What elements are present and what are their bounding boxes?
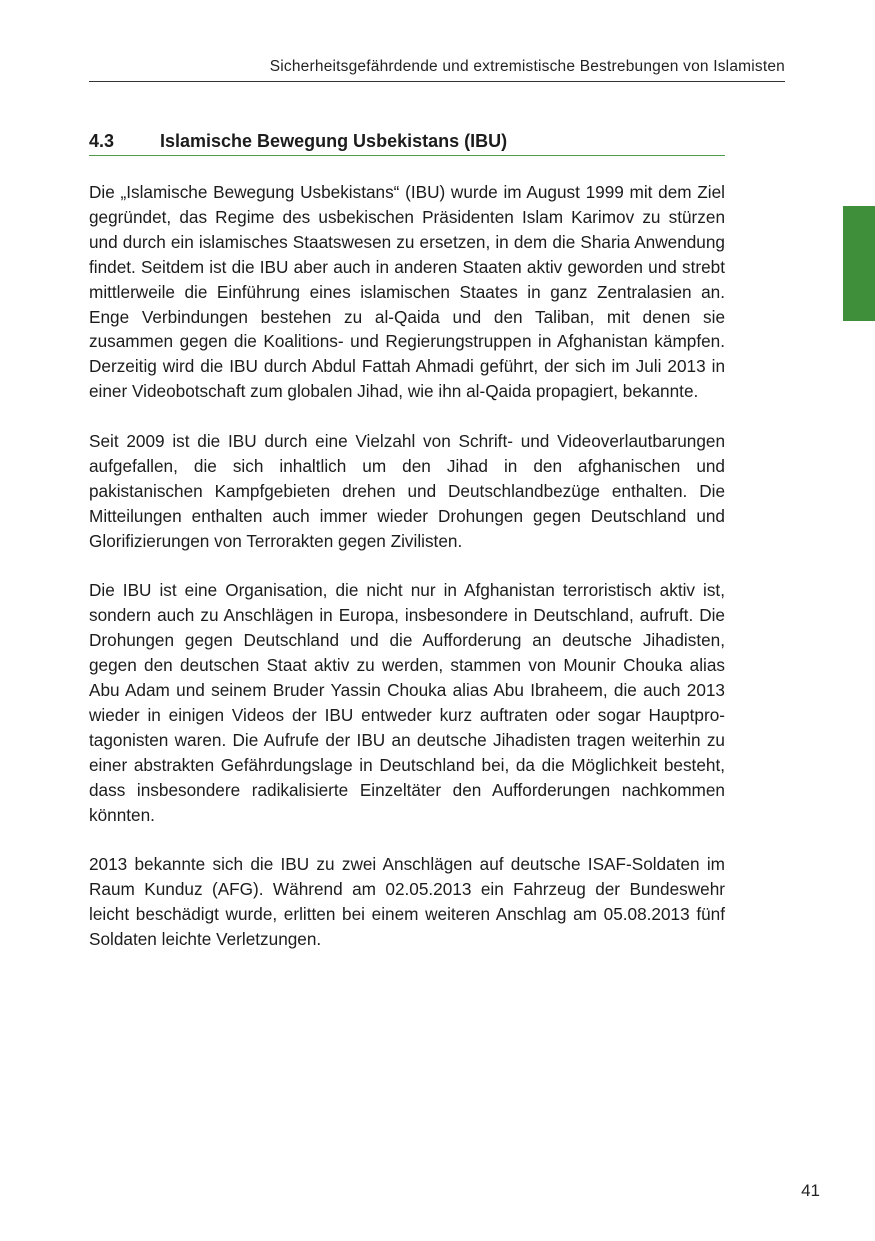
paragraph: 2013 bekannte sich die IBU zu zwei Anschlägen auf deutsche ISAF-Soldaten im Raum Kunduz (AFG). Während am 02.05.2013 ein Fahrzeug der Bundeswehr leicht beschädigt wurde, erlitten bei einem weiteren Anschlag am 05.08.2013 fünf Soldaten leichte Verletzungen. [89, 854, 725, 950]
running-header: Sicherheitsgefährdende und extremistische Bestrebungen von Islamisten [269, 58, 785, 75]
section-title: Islamische Bewegung Usbekistans (IBU) [160, 131, 508, 151]
section-heading-divider [89, 155, 725, 156]
body-text [89, 180, 725, 977]
page-number: 41 [801, 1181, 820, 1200]
section-number: 4.3 [89, 131, 115, 151]
paragraph: Die „Islamische Bewegung Usbekistans“ (IBU) wurde im August 1999 mit dem Ziel gegründet, das Regime des usbekischen Präsidenten Islam Karimov zu stürzen und durch ein islamisches Staatswesen zu ersetzen, in dem die Sharia Anwendung findet. Seitdem ist die IBU aber auch in anderen Staaten aktiv geworden und strebt mittlerweile die Einführung eines islamischen Staates in ganz Zentralasien an. Enge Verbindungen bestehen zu al-Qaida und den Taliban, mit denen sie zusammen gegen die Koalitions- und Regierungstruppen in Afghanistan kämpfen. Derzeitig wird die IBU durch Abdul Fattah Ahmadi geführt, der sich im Juli 2013 in einer Videobotschaft zum globalen Jihad, wie ihn al-Qaida propagiert, bekannte. [89, 182, 725, 402]
chapter-tab-marker [843, 206, 875, 321]
header-divider [89, 81, 785, 82]
paragraph: Seit 2009 ist die IBU durch eine Vielzahl von Schrift- und Videoverlautbarungen aufgefallen, die sich inhaltlich um den Jihad in den afghanischen und pakistanischen Kampfgebieten drehen und Deutschlandbezüge enthalten. Die Mitteilungen enthalten auch immer wieder Drohungen gegen Deutschland und Glorifizierungen von Terrorakten gegen Zivilisten. [89, 431, 725, 551]
paragraph: Die IBU ist eine Organisation, die nicht nur in Afghanistan terroristisch aktiv ist, sondern auch zu Anschlägen in Europa, insbesondere in Deutschland, aufruft. Die Drohungen gegen Deutschland und die Aufforderung an deutsche Jihadisten, gegen den deutschen Staat aktiv zu werden, stammen von Mounir Chouka alias Abu Adam und seinem Bruder Yassin Chouka alias Abu Ibraheem, die auch 2013 wieder in einigen Videos der IBU entweder kurz auftraten oder sogar Hauptprotagonisten waren. Die Aufrufe der IBU an deutsche Jihadisten tragen weiterhin zu einer abstrakten Gefährdungslage in Deutschland bei, da die Möglichkeit besteht, dass insbesondere radikalisierte Einzeltäter den Aufforderungen nachkommen könnten. [89, 580, 725, 825]
